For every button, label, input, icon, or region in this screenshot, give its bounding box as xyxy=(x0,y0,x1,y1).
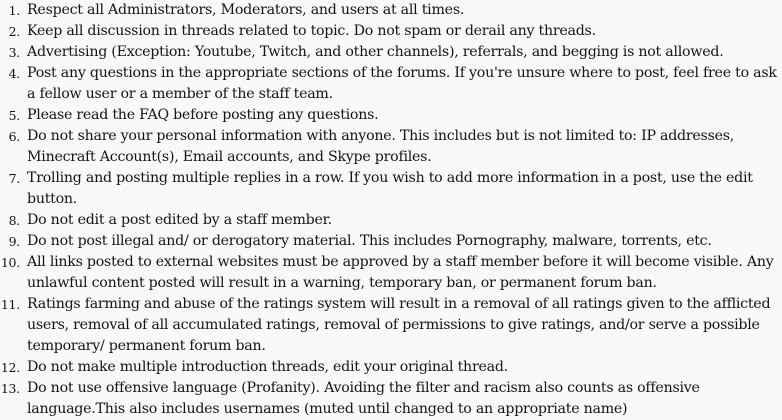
rule-item-4 xyxy=(0,63,782,105)
rule-text: Keep all discussion in threads related to topic. Do not spam or derail any threads. xyxy=(27,23,596,39)
rule-item-12 xyxy=(0,357,782,378)
rule-item-1 xyxy=(0,0,782,21)
rule-item-5 xyxy=(0,105,782,126)
rule-number: 9. xyxy=(8,234,20,249)
rule-text: Do not use offensive language (Profanity). Avoiding the filter and racism also counts as offensive language.This also includes usernames (muted until changed to an appropriate name) xyxy=(27,380,700,417)
rule-item-9 xyxy=(0,231,782,252)
rule-number: 8. xyxy=(8,213,20,228)
rule-text: Do not make multiple introduction threads, edit your original thread. xyxy=(27,359,508,375)
rule-text: Trolling and posting multiple replies in a row. If you wish to add more information in a post, use the edit button. xyxy=(27,170,753,207)
rule-item-11 xyxy=(0,294,782,357)
rule-number: 10. xyxy=(0,255,20,270)
rule-text: Do not share your personal information with anyone. This includes but is not limited to: IP addresses, Minecraft Account(s), Email accounts, and Skype profiles. xyxy=(27,128,735,165)
rule-item-8 xyxy=(0,210,782,231)
rule-item-10 xyxy=(0,252,782,294)
rule-text: Do not post illegal and/ or derogatory material. This includes Pornography, malware, torrents, etc. xyxy=(27,233,712,249)
rule-number: 12. xyxy=(0,360,20,375)
rule-number: 6. xyxy=(8,129,20,144)
rule-text: Post any questions in the appropriate sections of the forums. If you're unsure where to post, feel free to ask a fellow user or a member of the staff team. xyxy=(27,65,777,102)
rule-number: 5. xyxy=(8,108,20,123)
rule-text: Please read the FAQ before posting any questions. xyxy=(27,107,379,123)
rule-number: 3. xyxy=(8,45,20,60)
rule-item-13 xyxy=(0,378,782,420)
rule-text: Respect all Administrators, Moderators, and users at all times. xyxy=(27,2,465,18)
rule-text: All links posted to external websites must be approved by a staff member before it will become visible. Any unlawful content posted will result in a warning, temporary ban, or permanent forum ban. xyxy=(27,254,774,291)
rule-text: Advertising (Exception: Youtube, Twitch, and other channels), referrals, and begging is not allowed. xyxy=(27,44,724,60)
rule-item-6 xyxy=(0,126,782,168)
rule-number: 7. xyxy=(8,171,20,186)
rule-item-2 xyxy=(0,21,782,42)
rule-number: 4. xyxy=(8,66,20,81)
rule-text: Ratings farming and abuse of the ratings system will result in a removal of all ratings given to the afflicted users, removal of all accumulated ratings, removal of permissions to give ratings, and/or serve a possible temporary/ permanent forum ban. xyxy=(27,296,771,354)
rule-item-7 xyxy=(0,168,782,210)
rule-number: 13. xyxy=(0,381,20,396)
rule-item-3 xyxy=(0,42,782,63)
rule-number: 1. xyxy=(8,3,20,18)
rule-text: Do not edit a post edited by a staff member. xyxy=(27,212,332,228)
rule-number: 11. xyxy=(0,297,20,312)
rule-number: 2. xyxy=(8,24,20,39)
